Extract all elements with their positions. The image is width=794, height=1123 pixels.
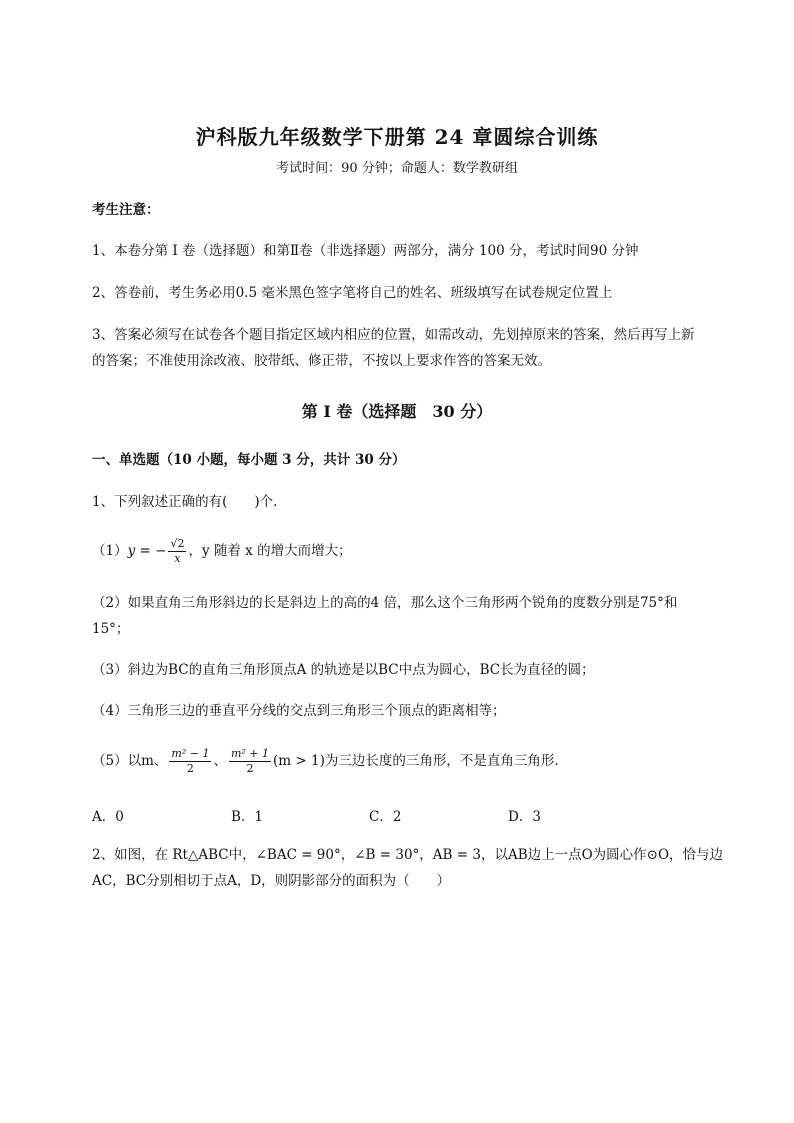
section-title: 第 I 卷（选择题 30 分） — [301, 402, 493, 421]
option-d: D．3 — [508, 809, 541, 825]
question-1-statement-2-line-2: 15°； — [92, 621, 130, 637]
fraction-denominator: x — [174, 552, 181, 565]
question-1-statement-4: （4）三角形三边的垂直平分线的交点到三角形三个顶点的距离相等； — [92, 703, 506, 719]
fraction — [169, 747, 211, 776]
notice-item-2: 2、答卷前，考生务必用0.5 毫米黑色签字笔将自己的姓名、班级填写在试卷规定位置上 — [92, 285, 613, 301]
question-1-stem: 1、下列叙述正确的有( )个. — [92, 494, 278, 510]
question-2-line-1: 2、如图，在 Rt△ABC中，∠BAC = 90°，∠B = 30°，AB = 3，以AB边上一点O为圆心作⊙O，恰与边 — [92, 847, 724, 863]
fraction-numerator: √2 — [170, 537, 185, 550]
fraction — [229, 747, 271, 776]
notice-item-1: 1、本卷分第 I 卷（选择题）和第Ⅱ卷（非选择题）两部分，满分 100 分，考试时间90 分钟 — [92, 243, 639, 259]
option-a: A．0 — [92, 809, 124, 825]
fraction-denominator: 2 — [246, 762, 254, 775]
question-1-statement-3: （3）斜边为BC的直角三角形顶点A 的轨迹是以BC中点为圆心，BC长为直径的圆； — [92, 662, 595, 678]
statement-text: (m > 1)为三边长度的三角形，不是直角三角形． — [273, 753, 568, 769]
fraction — [168, 537, 186, 566]
fraction-numerator: m² + 1 — [230, 747, 270, 760]
part-heading: 一、单选题（10 小题，每小题 3 分，共计 30 分） — [92, 452, 406, 468]
notice-item-3-line-1: 3、答案必须写在试卷各个题目指定区域内相应的位置，如需改动，先划掉原来的答案，然后再写上新 — [92, 327, 695, 343]
question-2-line-2: AC，BC分别相切于点A，D，则阴影部分的面积为（ ） — [92, 873, 451, 889]
fraction-denominator: 2 — [186, 762, 194, 775]
question-1-statement-5 — [92, 747, 752, 776]
math-expression: y = − — [127, 543, 167, 559]
notice-item-3-line-2: 的答案；不准使用涂改液、胶带纸、修正带，不按以上要求作答的答案无效。 — [92, 353, 551, 369]
page-title: 沪科版九年级数学下册第 24 章圆综合训练 — [195, 125, 599, 149]
exam-info: 考试时间：90 分钟；命题人：数学教研组 — [276, 161, 518, 176]
statement-text: ，y 随着 x 的增大而增大； — [188, 543, 352, 559]
option-c: C．2 — [369, 809, 402, 825]
fraction-numerator: m² − 1 — [171, 747, 210, 760]
statement-label: （1） — [92, 543, 128, 559]
notice-heading: 考生注意： — [92, 202, 160, 218]
option-b: B．1 — [231, 809, 264, 825]
question-1-statement-2-line-1: （2）如果直角三角形斜边的长是斜边上的高的4 倍，那么这个三角形两个锐角的度数分别是75°和 — [92, 595, 678, 611]
statement-label: （5）以m、 — [92, 753, 168, 769]
question-1-statement-1 — [92, 537, 752, 566]
separator: 、 — [213, 753, 227, 769]
